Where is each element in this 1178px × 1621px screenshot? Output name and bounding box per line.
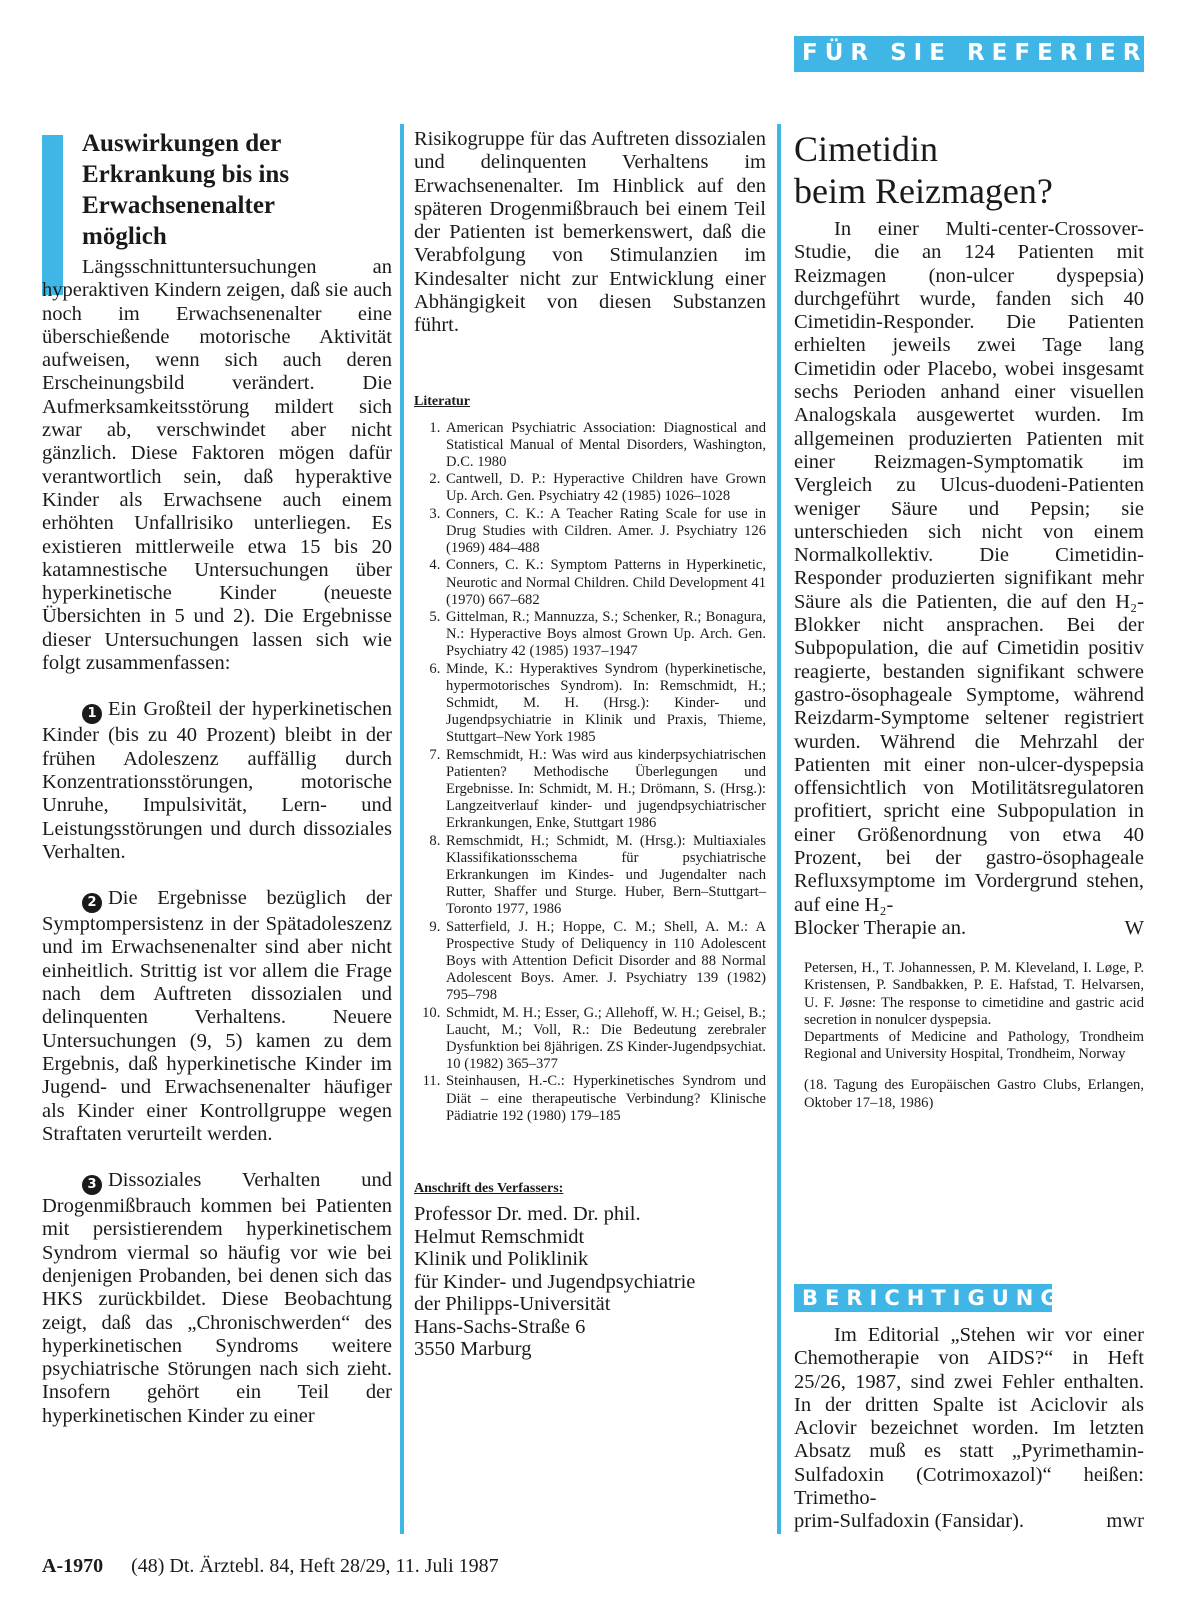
citation-authors: Petersen, H., T. Johannessen, P. M. Kleveland, I. Løge, P. Kristensen, P. Sandbakken, P. E. Hafstad, T. Helvarsen, U. F. Jøsne: The response to cimetidine and gastric acid secretion in nonulcer dyspepsia. <box>804 960 1144 1028</box>
numbered-point <box>42 1169 392 1428</box>
address-line: für Kinder- und Jugendpsychiatrie <box>414 1270 696 1293</box>
number-badge-icon: 3 <box>82 1175 102 1195</box>
headline-line: Auswirkungen der <box>82 130 282 157</box>
numbered-point <box>42 887 392 1146</box>
page-number: A-1970 <box>42 1555 104 1577</box>
author-address <box>414 1203 766 1361</box>
article-headline <box>42 128 392 252</box>
reference-item: 11. Steinhausen, H.-C.: Hyperkinetisches Syndrom und Diät – eine therapeutische Verbindung? Klinische Pädiatrie 192 (1980) 179–185 <box>444 1073 766 1125</box>
section-banner-berichtigung: BERICHTIGUNG <box>794 1284 1052 1312</box>
title-line: beim Reizmagen? <box>794 171 1053 211</box>
number-badge-icon: 1 <box>82 704 102 724</box>
reference-item: 5. Gittelman, R.; Mannuzza, S.; Schenker, R.; Bonagura, N.: Hyperactive Boys almost Grown Up. Arch. Gen. Psychiatry 42 (1985) 1937–1947 <box>444 609 766 661</box>
address-line: Helmut Remschmidt <box>414 1225 585 1248</box>
reference-item: 8. Remschmidt, H.; Schmidt, M. (Hrsg.): Multiaxiales Klassifikationsschema für psychiatrische Erkrankungen im Kindes- und Jugendalter nach Rutter, Shaffer und Sturge. Huber, Bern–Stuttgart–Toronto 1977, 1986 <box>444 833 766 919</box>
correction-notice <box>794 1324 1144 1534</box>
correction-closing-line <box>794 1510 1144 1533</box>
reference-item: 7. Remschmidt, H.: Was wird aus kinderpsychiatrischen Patienten? Methodische Überlegungen und Ergebnisse. In: Schmidt, M. H.; Drömann, S. (Hrsg.): Langzeitverlauf kinder- und jugendpsychiatrischer Erkrankungen, Enke, Stuttgart 1986 <box>444 747 766 833</box>
address-heading: Anschrift des Verfassers: <box>414 1181 564 1196</box>
article-column-2 <box>414 128 766 1361</box>
closing-line <box>794 917 1144 940</box>
address-line: 3550 Marburg <box>414 1338 532 1360</box>
title-line: Cimetidin <box>794 129 938 169</box>
correction-body: Im Editorial „Stehen wir vor einer Chemotherapie von AIDS?“ in Heft 25/26, 1987, sind zwei Fehler enthalten. In der dritten Spalte ist Aciclovir als Aclovir bezeichnet worden. Im letzten Absatz muß es statt „Pyrimethamin-Sulfadoxin (Cotrimoxazol)“ heißen: Trimetho- <box>794 1324 1144 1510</box>
correction-signature: mwr <box>1106 1510 1144 1533</box>
continuation-paragraph: Risikogruppe für das Auftreten dissozialen und delinquenten Verhaltens im Erwachsenenalter. Im Hinblick auf den späteren Drogenmißbrauch bei einem Teil der Patienten ist bemerkenswert, daß die Verabfolgung von Stimulanzien im Kindesalter nicht zur Entwicklung einer Abhängigkeit von diesen Substanzen führt. <box>414 128 766 337</box>
article-body: In einer Multi-center-Crossover-Studie, die an 124 Patienten mit Reizmagen (non-ulcer dyspepsia) durchgeführt wurde, fanden sich 40 Cimetidin-Responder. Die Patienten erhielten jeweils zwei Tage lang Cimetidin oder Placebo, wobei insgesamt sechs Perioden anhand einer visuellen Analogskala ausgewertet wurden. Im allgemeinen produzierten Patienten mit einer Reizmagen-Symptomatik im Vergleich zu Ulcus-duodeni-Patienten weniger Säure und Pepsin; sie unterschieden sich nicht von einem Normalkollektiv. Die Cimetidin-Responder produzierten signifikant mehr Säure als die Patienten, die auf den H₂-Blokker nicht ansprachen. Bei der Subpopulation, die auf Cimetidin positiv reagierte, bestanden signifikant schwere gastro-ösophageale Symptome, während Reizdarm-Symptome seltener registriert wurden. Während die Mehrzahl der Patienten mit einer non-ulcer-dyspepsia offensichtlich von Motilitätsregulatoren profitiert, spricht eine Subpopulation in einer Größenordnung von etwa 40 Prozent, bei der gastro-ösophageale Refluxsymptome im Vordergrund stehen, auf eine H₂- <box>794 218 1144 916</box>
point-text: Die Ergebnisse bezüglich der Symptompersistenz in der Spätadoleszenz und im Erwachsenenalter sind aber nicht einheitlich. Strittig ist vor allem die Frage nach dem Auftreten dissozialen und delinquenten Verhaltens. Neuere Untersuchungen (9, 5) kamen zu dem Ergebnis, daß hyperkinetische Kinder im Jugend- und Erwachsenenalter häufiger als Kinder einer Kontrollgruppe wegen Straftaten verurteilt werden. <box>42 887 392 1145</box>
address-line: Klinik und Poliklinik <box>414 1248 589 1270</box>
reference-list <box>414 420 766 1125</box>
section-banner-fuer-sie-referiert: FÜR SIE REFERIERT <box>794 36 1144 72</box>
article-column-1 <box>42 128 392 1428</box>
reference-item: 10. Schmidt, M. H.; Esser, G.; Allehoff, W. H.; Geisel, B.; Laucht, M.; Voll, R.: Die Bedeutung zerebraler Dysfunktion bei 8jährigen. ZS Kinder-Jugendpsychiat. 10 (1982) 365–377 <box>444 1005 766 1074</box>
headline-line: Erwachsenenalter <box>82 192 276 219</box>
reference-item: 1. American Psychiatric Association: Diagnostical and Statistical Manual of Mental Disorders, Washington, D.C. 1980 <box>444 420 766 472</box>
number-badge-icon: 2 <box>82 893 102 913</box>
reference-item: 3. Conners, C. K.: A Teacher Rating Scale for use in Drug Studies with Cildren. Amer. J. Psychiatry 126 (1969) 484–488 <box>444 506 766 558</box>
journal-info: (48) Dt. Ärztebl. 84, Heft 28/29, 11. Juli 1987 <box>131 1555 499 1577</box>
citation-event: (18. Tagung des Europäischen Gastro Clubs, Erlangen, Oktober 17–18, 1986) <box>804 1077 1144 1111</box>
numbered-point <box>42 698 392 864</box>
headline-line: möglich <box>82 223 167 250</box>
reference-item: 2. Cantwell, D. P.: Hyperactive Children have Grown Up. Arch. Gen. Psychiatry 42 (1985) 1026–1028 <box>444 471 766 505</box>
citation-affiliation: Departments of Medicine and Pathology, Trondheim Regional and University Hospital, Trondheim, Norway <box>804 1029 1144 1063</box>
address-line: Professor Dr. med. Dr. phil. <box>414 1203 641 1225</box>
column-rule <box>400 124 404 1534</box>
address-line: Hans-Sachs-Straße 6 <box>414 1315 586 1338</box>
article-column-3 <box>794 128 1144 1112</box>
column-rule <box>777 124 781 1534</box>
address-line: der Philipps-Universität <box>414 1293 611 1315</box>
reference-item: 6. Minde, K.: Hyperaktives Syndrom (hyperkinetische, hypermotorisches Syndrom). In: Remschmidt, H.; Schmidt, M. H. (Hrsg.): Kinder- und Jugendpsychiatrie in Klinik und Praxis, Thieme, Stuttgart–New York 1985 <box>444 661 766 747</box>
reference-item: 9. Satterfield, J. H.; Hoppe, C. M.; Shell, A. M.: A Prospective Study of Deliquency in 110 Adolescent Boys with Attention Deficit Disorder and 88 Normal Adolescent Boys. Amer. J. Psychiatry 139 (1982) 795–798 <box>444 919 766 1005</box>
correction-closing-text: prim-Sulfadoxin (Fansidar). <box>794 1510 1025 1533</box>
point-text: Dissoziales Verhalten und Drogenmißbrauch kommen bei Patienten mit persistierendem hyperkinetischem Syndrom viermal so häufig vor wie bei denjenigen Probanden, bei denen sich das HKS zurückbildet. Diese Beobachtung zeigt, daß das „Chronischwerden“ des hyperkinetischen Syndroms weitere psychiatrische Störungen nach sich zieht. Insofern gehört ein Teil der hyperkinetischen Kinder zu einer <box>42 1169 392 1427</box>
literature-heading: Literatur <box>414 393 470 409</box>
reference-item: 4. Conners, C. K.: Symptom Patterns in Hyperkinetic, Neurotic and Normal Children. Child Development 41 (1970) 667–682 <box>444 557 766 609</box>
headline-line: Erkrankung bis ins <box>82 161 290 188</box>
author-signature: W <box>1124 916 1144 939</box>
page-footer <box>42 1555 499 1578</box>
point-text: Ein Großteil der hyperkinetischen Kinder (bis zu 40 Prozent) bleibt in der frühen Adoleszenz auffällig durch Konzentrationsstörungen, motorische Unruhe, Impulsivität, Lern- und Leistungsstörungen und durch dissoziales Verhalten. <box>42 698 392 863</box>
closing-text: Blocker Therapie an. <box>794 916 967 939</box>
intro-paragraph: Längsschnittuntersuchungen an hyperaktiven Kindern zeigen, daß sie auch noch im Erwachsenenalter eine überschießende motorische Aktivität aufweisen, wenn sich auch deren Erscheinungsbild verändert. Die Aufmerksamkeitsstörung mildert sich zwar ab, verschwindet aber nicht gänzlich. Diese Faktoren mögen dafür verantwortlich sein, daß hyperaktive Kinder als Erwachsene auch einem erhöhten Unfallrisiko unterliegen. Es existieren mittlerweile etwa 15 bis 20 katamnestische Untersuchungen über hyperkinetische Kinder (neueste Übersichten in 5 und 2). Die Ergebnisse dieser Untersuchungen lassen sich wie folgt zusammenfassen: <box>42 256 392 675</box>
article-title <box>794 128 1144 212</box>
